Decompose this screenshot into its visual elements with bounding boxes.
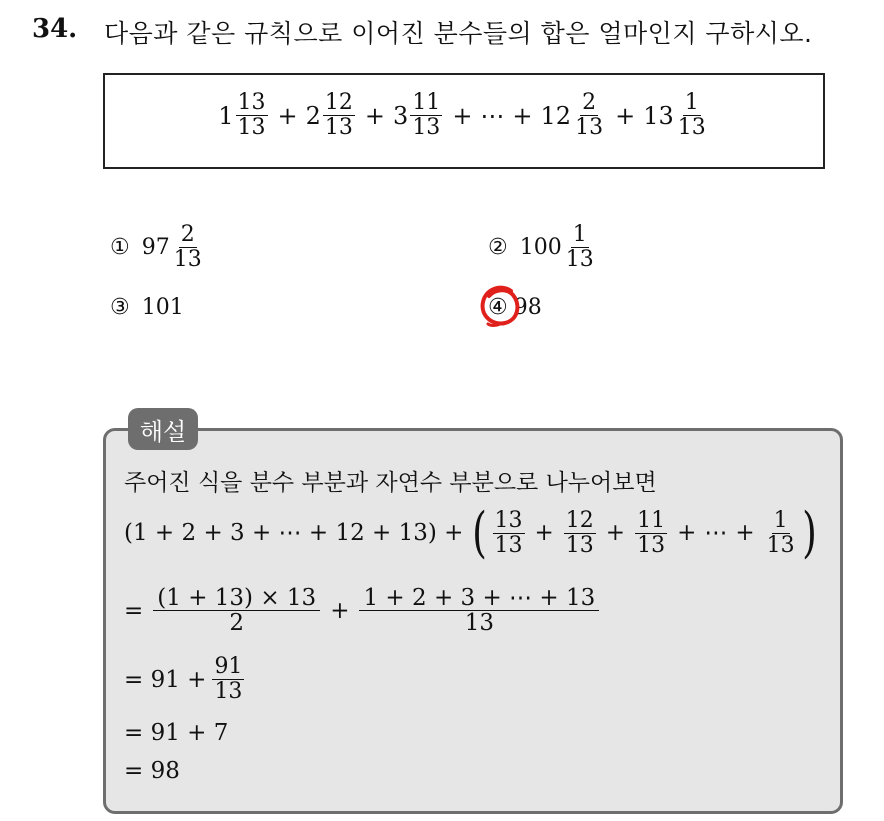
integer-sum: (1 + 2 + 3 + ⋯ + 12 + 13) + bbox=[124, 520, 464, 546]
numerator: 1 + 2 + 3 + ⋯ + 13 bbox=[359, 586, 599, 611]
numerator: 12 bbox=[324, 90, 353, 115]
ellipsis: ⋯ bbox=[704, 520, 728, 546]
fraction bbox=[765, 509, 797, 558]
denominator: 13 bbox=[637, 532, 666, 558]
term-whole: 12 bbox=[540, 101, 572, 130]
term-fraction bbox=[236, 91, 268, 140]
numerator: 13 bbox=[494, 507, 523, 533]
left-paren: ( bbox=[472, 501, 488, 564]
solution-line-2 bbox=[124, 586, 601, 635]
formula-box bbox=[103, 73, 825, 169]
denominator: 13 bbox=[237, 115, 266, 140]
term-fraction bbox=[676, 91, 708, 140]
denominator: 13 bbox=[565, 532, 594, 558]
choice-fraction bbox=[564, 223, 596, 272]
choice-value: 98 bbox=[513, 295, 542, 320]
numerator: 13 bbox=[237, 90, 266, 115]
plus-sign: + bbox=[534, 520, 554, 546]
question-number: 34. bbox=[32, 14, 78, 44]
partial-result: = 91 + bbox=[124, 666, 207, 693]
solution-line-4: = 91 + 7 bbox=[124, 720, 229, 746]
plus-sign: + bbox=[364, 101, 386, 130]
solution-tag: 해설 bbox=[128, 408, 198, 450]
plus-sign: + bbox=[277, 101, 298, 130]
plus-sign: + bbox=[677, 520, 697, 546]
term-whole: 1 bbox=[218, 101, 234, 130]
plus-sign: + bbox=[452, 101, 473, 130]
denominator: 13 bbox=[677, 115, 706, 140]
numerator: 2 bbox=[582, 90, 597, 115]
fraction bbox=[635, 509, 667, 558]
choice-value: 101 bbox=[141, 295, 184, 320]
term-whole: 3 bbox=[393, 101, 409, 130]
numerator: 1 bbox=[684, 90, 699, 115]
term-fraction bbox=[410, 91, 442, 140]
term-whole: 2 bbox=[305, 101, 321, 130]
right-paren: ) bbox=[801, 501, 817, 564]
numerator: (1 + 13) × 13 bbox=[153, 586, 320, 611]
term-2 bbox=[306, 91, 357, 140]
equals-sign: = bbox=[124, 597, 144, 624]
numerator: 1 bbox=[572, 222, 587, 247]
choice-marker: ② bbox=[488, 235, 508, 260]
choice-marker: ① bbox=[110, 235, 130, 260]
denominator: 13 bbox=[494, 532, 523, 558]
choice-whole: 97 bbox=[141, 235, 170, 260]
answer-circle-mark bbox=[478, 283, 524, 329]
term-fraction bbox=[573, 91, 605, 140]
numerator: 91 bbox=[214, 654, 243, 679]
series-formula bbox=[105, 91, 823, 140]
ellipsis: ⋯ bbox=[480, 101, 505, 130]
denominator: 13 bbox=[412, 115, 441, 140]
term-3 bbox=[393, 91, 444, 140]
question-text: 다음과 같은 규칙으로 이어진 분수들의 합은 얼마인지 구하시오. bbox=[104, 19, 813, 48]
numerator: 1 bbox=[773, 507, 788, 533]
choice-1[interactable] bbox=[110, 223, 206, 272]
plus-sign: + bbox=[615, 101, 636, 130]
term-12 bbox=[541, 91, 608, 140]
denominator: 13 bbox=[565, 247, 594, 272]
plus-sign: + bbox=[330, 597, 350, 624]
solution-intro: 주어진 식을 분수 부분과 자연수 부분으로 나누어보면 bbox=[124, 470, 657, 496]
denominator: 13 bbox=[464, 610, 494, 636]
term-1 bbox=[218, 91, 269, 140]
numerator: 2 bbox=[180, 222, 195, 247]
fraction bbox=[212, 655, 244, 704]
numerator: 11 bbox=[412, 90, 441, 115]
plus-sign: + bbox=[735, 520, 755, 546]
term-fraction bbox=[323, 91, 355, 140]
denominator: 13 bbox=[324, 115, 353, 140]
fraction bbox=[153, 586, 320, 635]
fraction bbox=[564, 509, 596, 558]
choice-2[interactable] bbox=[488, 223, 598, 272]
term-whole: 13 bbox=[643, 101, 674, 130]
term-13 bbox=[643, 91, 710, 140]
choice-whole: 100 bbox=[519, 235, 562, 260]
denominator: 2 bbox=[229, 610, 245, 636]
plus-sign: + bbox=[512, 101, 533, 130]
denominator: 13 bbox=[766, 532, 795, 558]
plus-sign: + bbox=[605, 520, 626, 546]
solution-line-5: = 98 bbox=[124, 758, 180, 784]
fraction bbox=[359, 586, 599, 635]
solution-line-1 bbox=[124, 501, 820, 564]
fraction bbox=[493, 509, 525, 558]
denominator: 13 bbox=[173, 247, 202, 272]
choice-marker: ③ bbox=[110, 295, 130, 320]
choice-3[interactable] bbox=[110, 295, 184, 320]
choice-fraction bbox=[172, 223, 204, 272]
solution-line-3 bbox=[124, 655, 246, 704]
denominator: 13 bbox=[214, 679, 243, 704]
choice-marker: ④ bbox=[488, 295, 508, 320]
numerator: 12 bbox=[565, 507, 594, 533]
denominator: 13 bbox=[575, 115, 604, 140]
numerator: 11 bbox=[637, 507, 666, 533]
